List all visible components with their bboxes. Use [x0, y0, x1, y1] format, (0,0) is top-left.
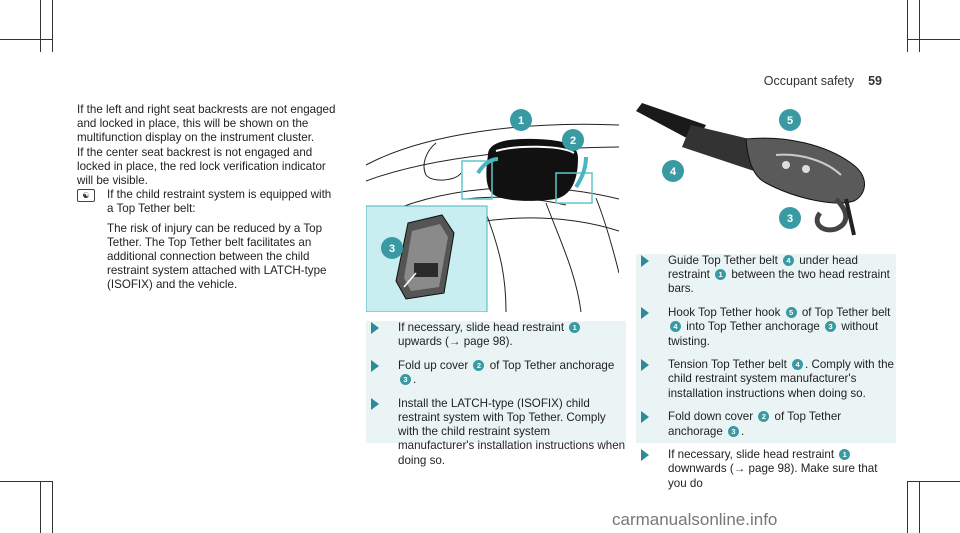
step-text: of Top Tether belt — [798, 306, 891, 320]
crop-mark — [52, 0, 53, 52]
callout-badge: 1 — [839, 449, 850, 460]
callout-1 — [510, 109, 532, 131]
step-text: of Top Tether anchorage — [486, 358, 615, 372]
step-text: without twisting. — [668, 320, 879, 348]
step-text: . — [413, 373, 417, 387]
callout-badge: 1 — [569, 322, 580, 333]
step-text: between the two head restraint bars. — [668, 268, 890, 296]
crop-mark — [40, 481, 41, 533]
step-item — [636, 306, 896, 349]
step-text: . — [741, 424, 745, 438]
crop-mark — [907, 481, 908, 533]
step-item — [366, 359, 626, 387]
crop-mark — [40, 0, 41, 52]
head-restraint — [486, 139, 578, 201]
step-text: downwards ( — [668, 462, 734, 476]
step-text: . Comply with the child restraint system manufacturer's installation instructions when doing so. — [668, 358, 894, 400]
step-arrow-icon — [641, 255, 649, 267]
crop-mark — [907, 0, 908, 52]
callout-label: 4 — [669, 166, 677, 178]
step-text: Install the LATCH-type (ISOFIX) child restraint system with Top Tether. Comply with the child restraint system manufacturer's installation instructions when doing so. — [398, 396, 626, 467]
crop-mark — [908, 39, 960, 40]
note-title: If the child restraint system is equipped with a Top Tether belt: — [107, 188, 332, 216]
callout-badge: 3 — [400, 374, 411, 385]
intro-column — [77, 103, 339, 293]
callout-badge: 5 — [786, 307, 797, 318]
callout-badge: 3 — [728, 426, 739, 437]
step-item — [636, 358, 896, 401]
step-arrow-icon — [641, 307, 649, 319]
step-text: Guide Top Tether belt — [668, 254, 782, 267]
callout-badge: 4 — [670, 321, 681, 332]
callout-5 — [779, 109, 801, 131]
figure-top-tether — [636, 103, 889, 246]
intro-paragraph: If the left and right seat backrests are not engaged and locked in place, this will be shown on the multifunction display on the instrument cluster. — [77, 103, 336, 145]
step-text: Tension Top Tether belt — [668, 358, 791, 372]
step-item — [366, 397, 626, 468]
callout-badge: 2 — [758, 411, 769, 422]
callout-2 — [562, 129, 584, 151]
page-header — [764, 74, 882, 88]
callout-4 — [662, 160, 684, 182]
callout-label: 1 — [517, 115, 525, 127]
step-arrow-icon — [371, 360, 379, 372]
step-text: If necessary, slide head restraint — [668, 448, 838, 462]
crop-mark — [52, 481, 53, 533]
step-text: under head restraint — [668, 254, 858, 282]
crop-mark — [919, 0, 920, 52]
callout-badge: 3 — [825, 321, 836, 332]
callout-badge: 4 — [783, 255, 794, 266]
step-text: upwards ( — [398, 335, 449, 349]
step-item — [636, 410, 896, 438]
step-text: Fold down cover — [668, 410, 757, 424]
step-arrow-icon — [371, 322, 379, 334]
instruction-steps-right — [636, 254, 896, 490]
note-body: The risk of injury can be reduced by a Top Tether. The Top Tether belt facilitates an additional connection between the child restraint system attached with LATCH-type (ISOFIX) and the vehicle. — [107, 221, 327, 292]
step-text: ). Make sure that you do — [668, 462, 878, 490]
step-item — [366, 321, 626, 349]
crop-mark — [908, 481, 960, 482]
callout-label: 3 — [786, 213, 794, 225]
figure-head-restraint — [366, 103, 619, 312]
crop-mark — [0, 481, 52, 482]
page-number: 59 — [868, 74, 882, 88]
seat-illustration — [366, 103, 619, 312]
crop-mark — [0, 39, 52, 40]
watermark: carmanualsonline.info — [612, 510, 778, 529]
callout-label: 2 — [569, 135, 577, 147]
page-link[interactable]: → page 98 — [448, 335, 506, 349]
step-text: Fold up cover — [398, 358, 472, 372]
callout-label: 3 — [388, 243, 396, 255]
section-title: Occupant safety — [763, 74, 855, 88]
tether-illustration — [636, 103, 889, 246]
callout-label: 5 — [786, 115, 794, 127]
callout-badge: 2 — [473, 360, 484, 371]
step-arrow-icon — [641, 359, 649, 371]
callout-3 — [381, 237, 403, 259]
step-arrow-icon — [641, 411, 649, 423]
intro-paragraph: If the center seat backrest is not engaged and locked in place, the red lock verification indicator will be visible. — [77, 145, 326, 188]
callout-badge: 4 — [792, 359, 803, 370]
step-item — [636, 254, 896, 297]
instruction-steps-left — [366, 321, 626, 467]
step-item — [636, 448, 896, 491]
note-block — [77, 188, 339, 292]
callout-3 — [779, 207, 801, 229]
crop-mark — [919, 481, 920, 533]
child-seat-icon: ☯ — [77, 189, 95, 202]
step-text: Hook Top Tether hook — [668, 306, 784, 320]
step-text: of Top Tether anchorage — [668, 410, 842, 438]
step-text: into Top Tether anchorage — [683, 320, 824, 334]
page-link[interactable]: → page 98 — [733, 462, 791, 476]
step-arrow-icon — [641, 449, 649, 461]
callout-badge: 1 — [715, 269, 726, 280]
step-arrow-icon — [371, 398, 379, 410]
step-text: If necessary, slide head restraint — [398, 321, 568, 334]
step-text: ). — [505, 335, 513, 349]
